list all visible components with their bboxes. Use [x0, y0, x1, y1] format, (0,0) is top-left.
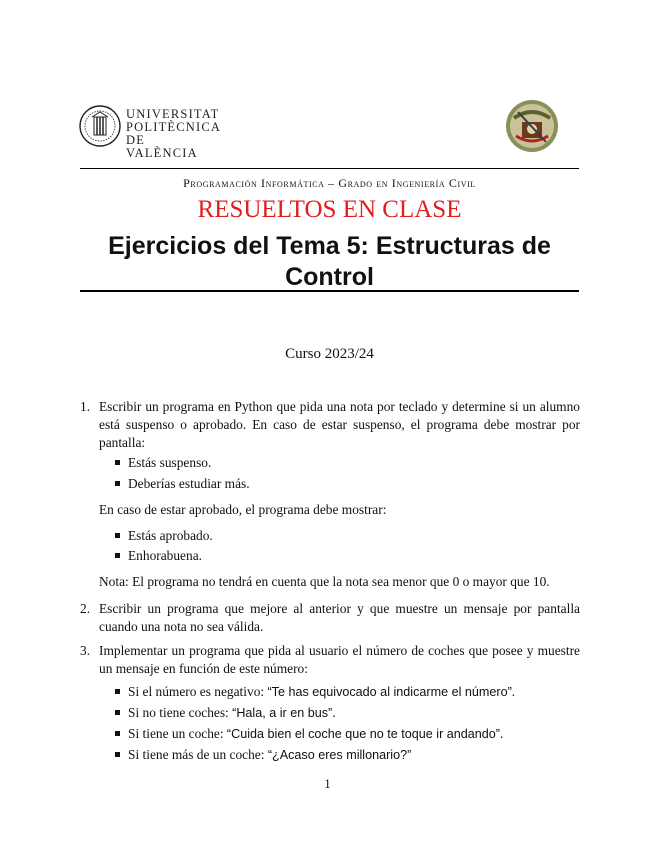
list-item: [115, 527, 580, 545]
course-year: Curso 2023/24: [285, 346, 374, 362]
exercise-1-intro: [99, 398, 580, 452]
list-item-text: Si no tiene coches:: [128, 705, 233, 720]
page-title-line-2: Control: [285, 263, 374, 291]
exercise-3-line-1: Implementar un programa que pida al usuario el número de coches que posee y muestre: [99, 643, 580, 658]
bullet-icon: [115, 481, 120, 486]
bullet-icon: [115, 460, 120, 465]
upv-seal-icon: [78, 104, 122, 148]
school-crest: [504, 98, 560, 154]
exercise-3-text: [99, 642, 580, 678]
list-item: [115, 704, 580, 722]
exercise-1-line-1: Escribir un programa en Python que pida una nota por teclado y determine si un alumno: [99, 399, 580, 414]
list-item-text: Si tiene un coche:: [128, 726, 227, 741]
crest-icon: [504, 98, 560, 154]
page-title-line-1: Ejercicios del Tema 5: Estructuras de: [108, 232, 551, 260]
page-title: [80, 231, 579, 293]
exercise-3-number: 3.: [80, 643, 91, 658]
list-item: [115, 547, 580, 565]
message-text: “¿Acaso eres millonario?”: [267, 748, 412, 762]
exercise-2-text: [99, 600, 580, 636]
bullet-icon: [115, 553, 120, 558]
logo-line-2: POLITÈCNICA: [126, 120, 222, 134]
list-item-punct: .: [511, 684, 516, 699]
exercise-2-line-1: Escribir un programa que mejore al anterior y que muestre un mensaje por pantalla: [99, 601, 580, 616]
solved-in-class-title: RESUELTOS EN CLASE: [197, 196, 462, 223]
logo-line-1: UNIVERSITAT: [126, 107, 220, 121]
exercise-1-note: Nota: El programa no tendrá en cuenta que la nota sea menor que 0 o mayor que 10.: [99, 574, 550, 589]
list-item-text: Enhorabuena.: [128, 548, 202, 563]
title-rule: [80, 290, 579, 292]
bullet-icon: [115, 533, 120, 538]
list-item: [115, 725, 580, 743]
exercise-1-line-3: pantalla:: [99, 435, 146, 450]
bullet-icon: [115, 689, 120, 694]
list-item-text: Si tiene más de un coche:: [128, 747, 268, 762]
exercise-1-pass-intro: En caso de estar aprobado, el programa debe mostrar:: [99, 502, 387, 517]
list-item: [115, 746, 580, 764]
bullet-icon: [115, 752, 120, 757]
list-item-punct: .: [332, 705, 336, 720]
bullet-icon: [115, 710, 120, 715]
list-item-text: Deberías estudiar más.: [128, 476, 250, 491]
exercise-2-number: 2.: [80, 601, 91, 616]
bullet-icon: [115, 731, 120, 736]
course-header: Programación Informática – Grado en Ingeniería Civil: [183, 176, 476, 190]
logo-line-3: DE VALÈNCIA: [126, 133, 198, 160]
exercise-1-number: 1.: [80, 399, 91, 414]
list-item: [115, 454, 580, 472]
list-item-punct: .: [499, 726, 504, 741]
list-item: [115, 475, 580, 493]
message-text: “Cuida bien el coche que no te toque ir andando”: [226, 727, 500, 741]
header-rule: [80, 168, 579, 169]
list-item-text: Estás aprobado.: [128, 528, 213, 543]
message-text: “Hala, a ir en bus”: [232, 706, 333, 720]
exercise-1-line-2: está suspenso o aprobado. En caso de estar suspenso, el programa debe mostrar por: [99, 417, 580, 432]
upv-logo: [78, 104, 222, 160]
page-number: 1: [324, 776, 331, 791]
list-item-text: Si el número es negativo:: [128, 684, 268, 699]
list-item-text: Estás suspenso.: [128, 455, 212, 470]
exercise-3-line-2: un mensaje en función de este número:: [99, 661, 308, 676]
list-item: [115, 683, 580, 701]
message-text: “Te has equivocado al indicarme el número”: [267, 685, 512, 699]
exercise-2-line-2: cuando una nota no sea válida.: [99, 619, 264, 634]
